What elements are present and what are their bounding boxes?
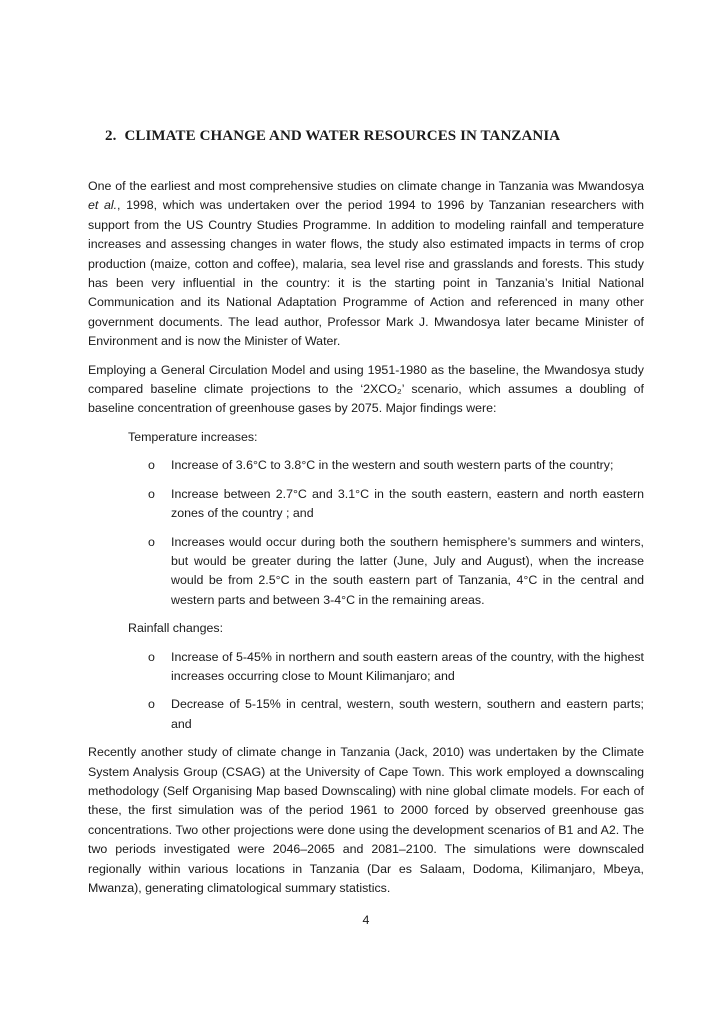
temperature-heading: Temperature increases: <box>128 429 258 444</box>
list-item <box>148 648 644 687</box>
document-body <box>88 177 644 907</box>
paragraph-gcm: Employing a General Circulation Model and using 1951-1980 as the baseline, the Mwandosya study compared baseline climate projections to the ‘2XCO₂’ scenario, which assumes a doubling of baseline concentration of greenhouse gases by 2075. Major findings were: <box>88 362 644 416</box>
section-title: CLIMATE CHANGE AND WATER RESOURCES IN TANZANIA <box>124 128 561 144</box>
temperature-list <box>88 456 644 610</box>
bullet-marker: o <box>148 697 155 712</box>
bullet-marker: o <box>148 458 155 473</box>
list-item <box>148 456 644 475</box>
document-page <box>88 0 644 1030</box>
list-item <box>148 533 644 611</box>
paragraph-csag: Recently another study of climate change in Tanzania (Jack, 2010) was undertaken by the Climate System Analysis Group (CSAG) at the University of Cape Town. This work employed a downscaling methodology (Self Organising Map based Downscaling) with nine global climate models. For each of these, the first simulation was of the period 1961 to 2000 forced by observed greenhouse gas concentrations. Two other projections were done using the development scenarios of B1 and A2. The two periods investigated were 2046–2065 and 2081–2100. The simulations were downscaled regionally within various locations in Tanzania (Dar es Salaam, Dodoma, Kilimanjaro, Mbeya, Mwanza), generating climatological summary statistics. <box>88 745 644 895</box>
list-item-text: Increase of 5-45% in northern and south eastern areas of the country, with the highest increases occurring close to Mount Kilimanjaro; and <box>171 649 644 683</box>
et-al-italic: et al. <box>88 198 118 213</box>
bullet-marker: o <box>148 486 155 501</box>
list-item-text: Increase of 3.6°C to 3.8°C in the western and south western parts of the country; <box>171 458 614 473</box>
rainfall-heading: Rainfall changes: <box>128 621 224 636</box>
section-number: 2. <box>105 128 117 144</box>
list-item <box>148 485 644 524</box>
bullet-marker: o <box>148 534 155 549</box>
paragraph-intro-rest: , 1998, which was undertaken over the period 1994 to 1996 by Tanzanian researchers with support from the US Country Studies Programme. In addition to modeling rainfall and temperature increases and assessing changes in water flows, the study also estimated impacts in terms of crop production (maize, cotton and coffee), malaria, sea level rise and grasslands and forests. This study has been very influential in the country: it is the starting point in Tanzania’s Initial National Communication and its National Adaptation Programme of Action and referenced in many other government documents. The lead author, Professor Mark J. Mwandosya later became Minister of Environment and is now the Minister of Water. <box>88 198 644 349</box>
list-item-text: Increase between 2.7°C and 3.1°C in the south eastern, eastern and north eastern zones of the country ; and <box>171 486 644 521</box>
section-heading <box>105 128 560 145</box>
paragraph-intro-start: One of the earliest and most comprehensive studies on climate change in Tanzania was Mwandosya <box>88 179 644 193</box>
list-item <box>148 695 644 734</box>
paragraph-intro <box>88 177 644 352</box>
list-item-text: Decrease of 5-15% in central, western, south western, southern and eastern parts; and <box>171 697 644 731</box>
rainfall-list <box>88 648 644 735</box>
list-item-text: Increases would occur during both the southern hemisphere’s summers and winters, but would be greater during the latter (June, July and August), when the increase would be from 2.5°C in the south eastern part of Tanzania, 4°C in the central and western parts and between 3-4°C in the remaining areas. <box>171 534 644 607</box>
bullet-marker: o <box>148 649 155 664</box>
page-number: 4 <box>362 913 370 927</box>
